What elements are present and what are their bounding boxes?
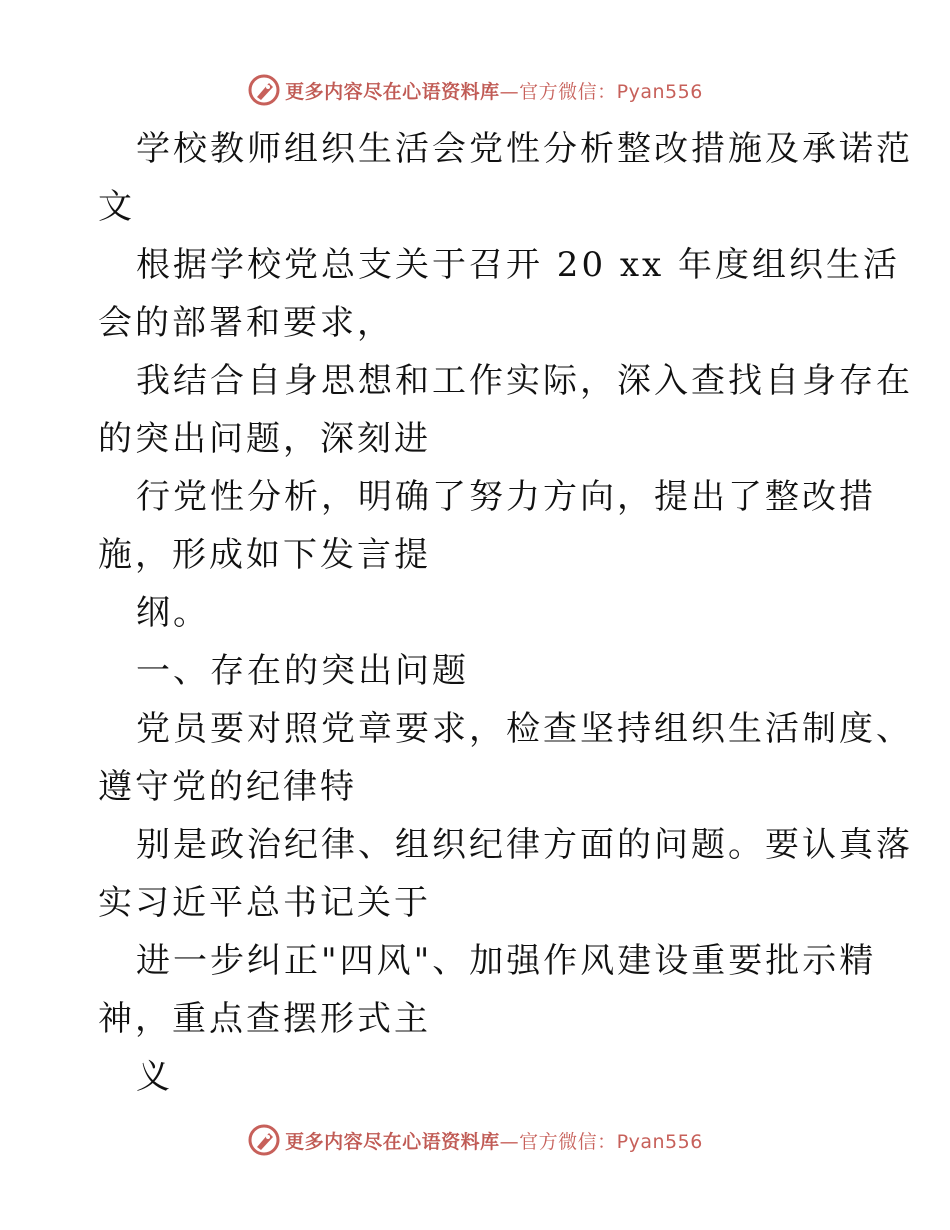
- paragraph-line: 会的部署和要求，: [98, 303, 394, 343]
- paragraph-line: 义: [136, 1057, 173, 1097]
- title-line-2: 文: [98, 187, 135, 227]
- paragraph-line: 施，形成如下发言提: [98, 535, 431, 575]
- paragraph-line: 我结合自身思想和工作实际，深入查找自身存在: [136, 361, 913, 401]
- paragraph-line: 根据学校党总支关于召开 20 xx 年度组织生活: [136, 245, 901, 285]
- watermark-text: 更多内容尽在心语资料库—官方微信：Pyan556: [285, 1130, 703, 1153]
- title-line-1: 学校教师组织生活会党性分析整改措施及承诺范: [136, 129, 913, 169]
- paragraph-line: 行党性分析，明确了努力方向，提出了整改措: [136, 477, 876, 517]
- paragraph-line: 进一步纠正"四风"、加强作风建设重要批示精: [136, 941, 877, 981]
- pen-nib-logo-icon: [247, 1123, 281, 1157]
- section-heading: 一、存在的突出问题: [136, 651, 469, 691]
- paragraph-line: 党员要对照党章要求，检查坚持组织生活制度、: [136, 709, 913, 749]
- paragraph-line: 实习近平总书记关于: [98, 883, 431, 923]
- paragraph-line: 遵守党的纪律特: [98, 767, 357, 807]
- header-watermark: [0, 70, 950, 110]
- footer-watermark: [0, 1120, 950, 1160]
- document-body: [98, 120, 913, 1106]
- pen-nib-logo-icon: [247, 73, 281, 107]
- paragraph-line: 的突出问题，深刻进: [98, 419, 431, 459]
- watermark-text: 更多内容尽在心语资料库—官方微信：Pyan556: [285, 80, 703, 103]
- paragraph-line: 纲。: [136, 593, 210, 633]
- paragraph-line: 神，重点查摆形式主: [98, 999, 431, 1039]
- paragraph-line: 别是政治纪律、组织纪律方面的问题。要认真落: [136, 825, 913, 865]
